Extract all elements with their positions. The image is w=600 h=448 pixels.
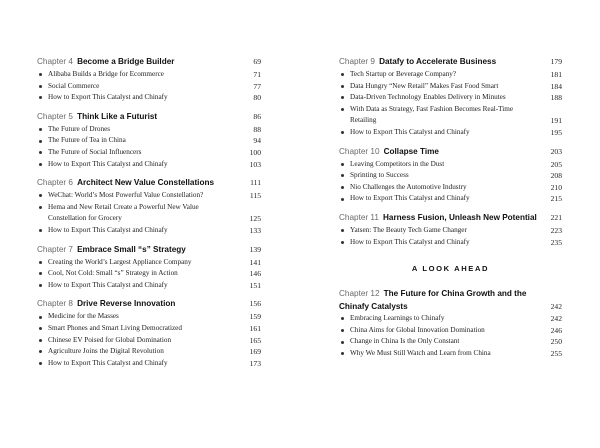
entry-title: With Data as Strategy, Fast Fashion Becomes Real-Time Retailing: [350, 104, 514, 125]
bullet-icon: [39, 85, 42, 88]
toc-entry[interactable]: [37, 225, 261, 237]
bullet-icon: [341, 241, 344, 244]
toc-entry[interactable]: [339, 193, 562, 205]
entry-page-number: 141: [249, 257, 261, 267]
entry-title: The Future of Tea in China: [48, 136, 126, 145]
entry-title: Alibaba Builds a Bridge for Ecommerce: [48, 70, 164, 78]
bullet-icon: [341, 352, 344, 355]
toc-entry[interactable]: [37, 257, 261, 269]
bullet-icon: [39, 151, 42, 154]
toc-chapter: [37, 110, 261, 170]
toc-chapter: [339, 145, 562, 205]
chapter-heading[interactable]: [339, 287, 562, 313]
bullet-icon: [39, 327, 42, 330]
bullet-icon: [39, 128, 42, 131]
toc-right-top: [339, 55, 562, 248]
entry-title: Cool, Not Cold: Small “s” Strategy in Action: [48, 269, 178, 278]
toc-chapter: [339, 287, 562, 359]
entry-page-number: 246: [550, 325, 562, 335]
chapter-title: Become a Bridge Builder: [77, 57, 175, 66]
chapter-title: Harness Fusion, Unleash New Potential: [383, 212, 537, 222]
entry-title: Medicine for the Masses: [48, 312, 119, 321]
chapter-heading[interactable]: [37, 297, 261, 311]
toc-entry[interactable]: [339, 336, 562, 348]
chapter-title: Collapse Time: [383, 146, 439, 156]
toc-right-column: [339, 55, 562, 366]
chapter-title: Drive Reverse Innovation: [77, 299, 176, 309]
entry-title: Leaving Competitors in the Dust: [350, 159, 445, 168]
entry-title: How to Export This Catalyst and Chinafy: [350, 237, 470, 246]
chapter-number: Chapter 5: [37, 111, 73, 121]
bullet-icon: [39, 140, 42, 143]
entry-page-number: 151: [249, 280, 261, 290]
bullet-icon: [39, 261, 42, 264]
chapter-title: The Future for China Growth and the Chinafy Catalysts: [339, 289, 527, 312]
toc-entry[interactable]: [339, 348, 562, 360]
entry-title: China Aims for Global Innovation Domination: [350, 325, 485, 334]
toc-entry[interactable]: [37, 280, 261, 292]
toc-entry[interactable]: [37, 190, 261, 202]
entry-title: Creating the World’s Largest Appliance Company: [48, 257, 192, 266]
entry-page-number: 146: [249, 269, 261, 279]
chapter-page-number: 86: [253, 111, 261, 121]
chapter-title: Architect New Value Constellations: [77, 178, 215, 188]
bullet-icon: [39, 96, 42, 99]
entry-page-number: 100: [249, 147, 261, 157]
chapter-title: Think Like a Futurist: [77, 111, 158, 121]
toc-entry[interactable]: [339, 69, 562, 81]
chapter-title: Datafy to Accelerate Business: [379, 57, 497, 66]
chapter-number: Chapter 9: [339, 57, 375, 66]
toc-entry[interactable]: [37, 147, 261, 159]
bullet-icon: [341, 163, 344, 166]
toc-left-column: [37, 55, 261, 375]
toc-entry[interactable]: [339, 325, 562, 337]
toc-chapter: [37, 55, 261, 104]
entry-page-number: 88: [253, 124, 261, 134]
toc-entry[interactable]: [37, 202, 261, 225]
bullet-icon: [39, 362, 42, 365]
entry-page-number: 255: [550, 348, 562, 358]
entry-page-number: 215: [550, 194, 562, 204]
chapter-number: Chapter 6: [37, 178, 73, 188]
chapter-heading[interactable]: [37, 55, 261, 69]
bullet-icon: [341, 229, 344, 232]
entry-page-number: 250: [550, 337, 562, 347]
entry-title: Social Commerce: [48, 81, 100, 90]
entry-page-number: 161: [249, 323, 261, 333]
bullet-icon: [341, 96, 344, 99]
bullet-icon: [341, 174, 344, 177]
entry-title: How to Export This Catalyst and Chinafy: [350, 194, 470, 203]
toc-entry[interactable]: [339, 81, 562, 93]
entry-page-number: 71: [253, 70, 261, 79]
toc-entry[interactable]: [339, 170, 562, 182]
entry-title: Why We Must Still Watch and Learn from China: [350, 348, 491, 357]
entry-page-number: 80: [253, 93, 261, 103]
entry-page-number: 103: [249, 159, 261, 169]
toc-entry[interactable]: [339, 225, 562, 237]
bullet-icon: [341, 85, 344, 88]
bullet-icon: [341, 108, 344, 111]
bullet-icon: [39, 350, 42, 353]
toc-entry[interactable]: [37, 81, 261, 93]
entry-page-number: 169: [249, 347, 261, 357]
bullet-icon: [341, 73, 344, 76]
entry-title: How to Export This Catalyst and Chinafy: [48, 358, 168, 367]
bullet-icon: [341, 186, 344, 189]
chapter-page-number: 156: [249, 299, 261, 309]
entry-page-number: 165: [249, 335, 261, 345]
chapter-page-number: 69: [253, 57, 261, 66]
entry-page-number: 191: [550, 116, 562, 126]
entry-page-number: 188: [550, 93, 562, 103]
entry-title: How to Export This Catalyst and Chinafy: [48, 93, 168, 102]
bullet-icon: [39, 73, 42, 76]
chapter-number: Chapter 11: [339, 212, 379, 222]
toc-right-bottom: [339, 287, 562, 359]
entry-title: How to Export This Catalyst and Chinafy: [48, 225, 168, 234]
entry-page-number: 115: [249, 191, 261, 201]
bullet-icon: [39, 316, 42, 319]
entry-title: Nio Challenges the Automotive Industry: [350, 182, 467, 191]
chapter-heading[interactable]: [339, 211, 562, 225]
bullet-icon: [39, 229, 42, 232]
toc-entry[interactable]: [339, 182, 562, 194]
toc-entry[interactable]: [37, 335, 261, 347]
chapter-page-number: 242: [550, 302, 562, 312]
bullet-icon: [341, 317, 344, 320]
chapter-page-number: 203: [550, 146, 562, 156]
entry-page-number: 195: [550, 127, 562, 137]
toc-entry[interactable]: [37, 69, 261, 81]
bullet-icon: [341, 329, 344, 332]
toc-entry[interactable]: [37, 159, 261, 171]
entry-page-number: 223: [550, 225, 562, 235]
toc-entry[interactable]: [37, 268, 261, 280]
chapter-number: Chapter 7: [37, 244, 73, 254]
chapter-number: Chapter 10: [339, 146, 380, 156]
entry-title: Chinese EV Poised for Global Domination: [48, 335, 172, 344]
entry-title: The Future of Drones: [48, 124, 111, 133]
entry-title: Data Hungry “New Retail” Makes Fast Food Smart: [350, 81, 499, 90]
toc-entry[interactable]: [339, 92, 562, 104]
entry-title: How to Export This Catalyst and Chinafy: [48, 159, 168, 168]
entry-title: WeChat: World’s Most Powerful Value Constellation?: [48, 191, 204, 200]
toc-entry[interactable]: [37, 135, 261, 147]
toc-entry[interactable]: [339, 313, 562, 325]
entry-title: Tech Startup or Beverage Company?: [350, 70, 457, 78]
toc-entry[interactable]: [37, 92, 261, 104]
entry-page-number: 125: [249, 214, 261, 224]
chapter-page-number: 179: [550, 57, 562, 66]
chapter-title: Embrace Small “s” Strategy: [77, 244, 186, 254]
entry-page-number: 205: [550, 159, 562, 169]
toc-chapter: [37, 243, 261, 292]
entry-page-number: 242: [550, 314, 562, 324]
chapter-heading[interactable]: [37, 243, 261, 257]
toc-chapter: [339, 55, 562, 139]
bullet-icon: [39, 194, 42, 197]
toc-chapter: [37, 297, 261, 369]
chapter-number: Chapter 8: [37, 299, 73, 309]
chapter-page-number: 221: [550, 212, 562, 222]
chapter-heading[interactable]: [339, 145, 562, 159]
chapter-number: Chapter 4: [37, 57, 73, 66]
bullet-icon: [39, 206, 42, 209]
entry-page-number: 184: [550, 81, 562, 91]
entry-title: Smart Phones and Smart Living Democratized: [48, 323, 182, 332]
bullet-icon: [39, 339, 42, 342]
entry-title: The Future of Social Influencers: [48, 147, 142, 156]
entry-page-number: 133: [249, 225, 261, 235]
toc-chapter: [37, 176, 261, 236]
entry-page-number: 208: [550, 171, 562, 181]
chapter-heading[interactable]: [37, 176, 261, 190]
entry-title: Embracing Learnings to Chinafy: [350, 314, 445, 323]
entry-title: Sprinting to Success: [350, 171, 409, 180]
toc-entry[interactable]: [339, 104, 562, 127]
toc-entry[interactable]: [37, 323, 261, 335]
toc-entry[interactable]: [37, 124, 261, 136]
toc-entry[interactable]: [339, 127, 562, 139]
entry-title: Change in China Is the Only Constant: [350, 337, 460, 346]
chapter-page-number: 111: [250, 178, 261, 188]
bullet-icon: [341, 341, 344, 344]
bullet-icon: [341, 198, 344, 201]
toc-chapter: [339, 211, 562, 248]
entry-page-number: 235: [550, 237, 562, 247]
entry-title: Yatsen: The Beauty Tech Game Changer: [350, 225, 467, 234]
entry-page-number: 210: [550, 182, 562, 192]
entry-page-number: 181: [550, 70, 562, 79]
entry-title: Agriculture Joins the Digital Revolution: [48, 347, 164, 356]
chapter-heading[interactable]: [339, 55, 562, 69]
toc-entry[interactable]: [339, 237, 562, 249]
bullet-icon: [39, 163, 42, 166]
chapter-number: Chapter 12: [339, 289, 380, 299]
bullet-icon: [39, 272, 42, 275]
toc-entry[interactable]: [37, 346, 261, 358]
bullet-icon: [39, 284, 42, 287]
entry-title: Data-Driven Technology Enables Delivery in Minutes: [350, 93, 506, 102]
entry-title: How to Export This Catalyst and Chinafy: [350, 127, 470, 136]
toc-entry[interactable]: [37, 311, 261, 323]
entry-page-number: 173: [249, 358, 261, 368]
toc-entry[interactable]: [339, 159, 562, 171]
entry-page-number: 77: [253, 81, 261, 91]
toc-entry[interactable]: [37, 358, 261, 370]
chapter-heading-text: [339, 287, 562, 313]
chapter-heading[interactable]: [37, 110, 261, 124]
entry-title: Hema and New Retail Create a Powerful New Value Constellation for Grocery: [48, 202, 199, 223]
chapter-page-number: 139: [249, 244, 261, 254]
entry-page-number: 94: [253, 136, 261, 146]
entry-title: How to Export This Catalyst and Chinafy: [48, 280, 168, 289]
entry-page-number: 159: [249, 312, 261, 322]
section-heading-look-ahead: A LOOK AHEAD: [411, 264, 490, 274]
bullet-icon: [341, 131, 344, 134]
